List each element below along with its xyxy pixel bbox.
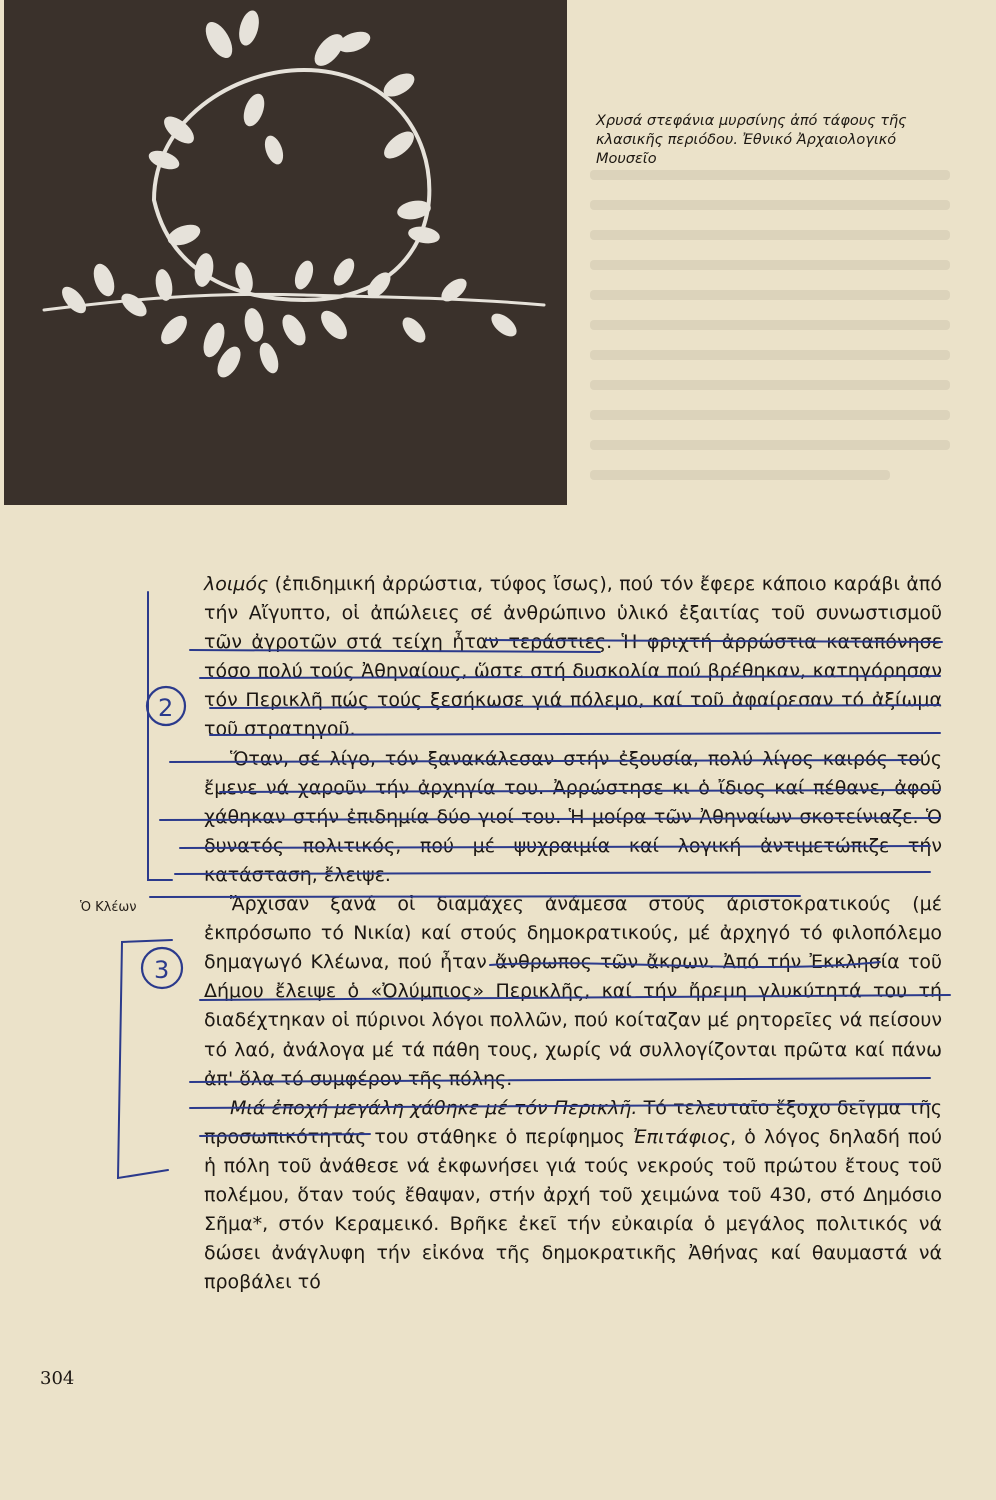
page-number: 304 <box>40 1368 75 1389</box>
circled-mark-2 <box>147 687 185 725</box>
paragraph-4-mid: Τό τελευταῖο ἔξοχο δεῖγμα τῆς προσωπικότητάς του στάθηκε ὁ περίφημος <box>204 1096 942 1148</box>
circled-mark-3 <box>142 948 182 988</box>
paragraph-3: Ἄρχισαν ξανά οἱ διαμάχες ἀνάμεσα στούς ἀριστοκρατικούς (μέ ἐκπρόσωπο τό Νικία) καί στούς δημοκρατικούς, μέ ἀρχηγό τό φιλοπόλεμο δημαγωγό Κλέωνα, πού ἦταν ἄνθρωπος τῶν ἄκρων. Ἀπό τήν Ἐκκλησία τοῦ Δήμου ἔλειψε ὁ «Ὀλύμπιος» Περικλῆς, καί τήν ἤρεμη γλυκύτητά του τή διαδέχτηκαν οἱ πύρινοι λόγοι πολλῶν, πού κοίταζαν μέ ρητορεῖες νά πείσουν τό λαό, ἀνάλογα μέ τά πάθη τους, χωρίς νά συλλογίζονται πρῶτα καί πάνω ἀπ' ὅλα τό συμφέρον τῆς πόλης. <box>204 893 942 1090</box>
mark-2-text: 2 <box>158 694 174 722</box>
paragraph-2: Ὅταν, σέ λίγο, τόν ξανακάλεσαν στήν ἐξουσία, πολύ λίγος καιρός τούς ἔμενε νά χαροῦν τήν ἀρχηγία του. Ἀρρώστησε κι ὁ ἴδιος καί πέθανε, ἀφοῦ χάθηκαν στήν ἐπιδημία δύο γιοί του. Ἡ μοίρα τῶν Ἀθηναίων σκοτείνιαζε. Ὁ δυνατός πολιτικός, πού μέ ψυχραιμία καί λογική ἀντιμετώπιζε τήν κατάσταση, ἔλειψε. <box>204 747 942 886</box>
myrtle-wreath-image <box>4 0 567 505</box>
italic-title: Ἐπιτάφιος <box>633 1125 731 1148</box>
photo-caption: Χρυσά στεφάνια μυρσίνης ἀπό τάφους τῆς κλασικῆς περιόδου. Ἐθνικό Ἀρχαιολογικό Μουσεῖο <box>596 113 907 167</box>
paragraph-1 <box>204 570 942 745</box>
italic-term: λοιμός <box>204 573 269 595</box>
show-through-text <box>570 160 970 499</box>
wreath-photograph <box>4 0 567 505</box>
mark-3-text: 3 <box>154 956 170 984</box>
bleed-through-shading <box>570 160 970 490</box>
paragraph-4-text: , ὁ λόγος δηλαδή πού ἡ πόλη τοῦ ἀνάθεσε νά ἐκφωνήσει γιά τούς νεκρούς τοῦ πρώτου ἔτους τοῦ πολέμου, ὅταν τούς ἔθαψαν, στήν ἀρχή τοῦ χειμώνα τοῦ 430, στό Δημόσιο Σῆμα*, στόν Κεραμεικό. Βρῆκε ἐκεῖ τήν εὐκαιρία ὁ μεγάλος πολιτικός νά δώσει ἀνάγλυφη τήν εἰκόνα τῆς δημοκρατικῆς Ἀθήνας καί θαυμαστά νά προβάλει τό <box>204 1125 942 1294</box>
margin-note: Ὁ Κλέων <box>80 900 137 915</box>
main-text <box>204 570 942 1297</box>
italic-sentence: Μιά ἐποχή μεγάλη χάθηκε μέ τόν Περικλῆ. <box>230 1096 638 1119</box>
paragraph-4 <box>204 1094 942 1298</box>
paragraph-1-text: (ἐπιδημική ἀρρώστια, τύφος ἴσως), πού τόν ἔφερε κάποιο καράβι ἀπό τήν Αἴγυπτο, οἱ ἀπώλειες σέ ἀνθρώπινο ὑλικό ἐξαιτίας τοῦ συνωστισμοῦ τῶν ἀγροτῶν στά τείχη ἦταν τεράστιες. Ἡ φριχτή ἀρρώστια καταπόνησε τόσο πολύ τούς Ἀθηναίους, ὥστε στή δυσκολία πού βρέθηκαν, κατηγόρησαν τόν Περικλῆ πώς τούς ξεσήκωσε γιά πόλεμο, καί τοῦ ἀφαίρεσαν τό ἀξίωμα τοῦ στρατηγοῦ. <box>204 573 942 741</box>
